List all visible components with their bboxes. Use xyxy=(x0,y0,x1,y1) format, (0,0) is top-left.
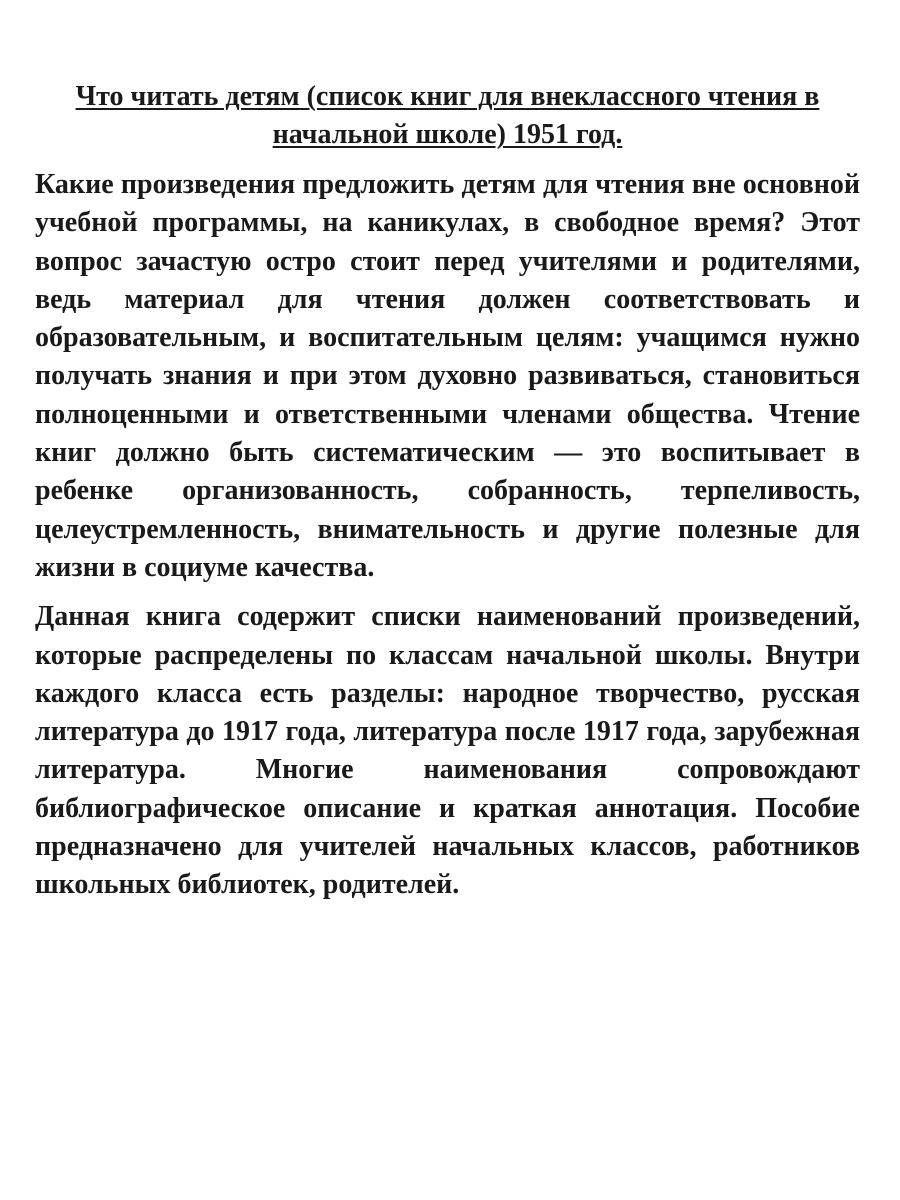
paragraph-intro: Какие произведения предложить детям для чтения вне основной учебной программы, на каникулах, в свободное время? Этот вопрос зачастую остро стоит перед учителями и родителями, ведь материал для чтения должен соответствовать и образовательным, и воспитательным целям: учащимся нужно получать знания и при этом духовно развиваться, становиться полноценными и ответственными членами общества. Чтение книг должно быть систематическим — это воспитывает в ребенке организованность, собранность, терпеливость, целеустремленность, внимательность и другие полезные для жизни в социуме качества. xyxy=(35,169,860,583)
document-page xyxy=(35,78,860,905)
paragraph-description: Данная книга содержит списки наименований произведений, которые распределены по классам начальной школы. Внутри каждого класса есть разделы: народное творчество, русская литература до 1917 года, литература после 1917 года, зарубежная литература. Многие наименования сопровождают библиографическое описание и краткая аннотация. Пособие предназначено для учителей начальных классов, работников школьных библиотек, родителей. xyxy=(35,601,860,901)
document-title: Что читать детям (список книг для внеклассного чтения в начальной школе) 1951 год. xyxy=(75,81,820,150)
